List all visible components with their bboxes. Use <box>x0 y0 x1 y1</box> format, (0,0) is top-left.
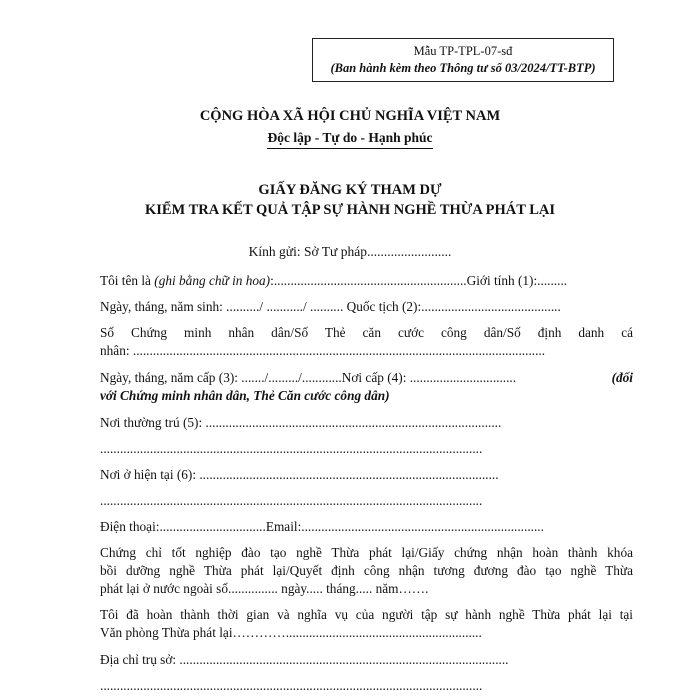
certificate-line3: phát lại ở nước ngoài số............... ngày..... tháng..... năm……. <box>100 581 429 596</box>
office-address-continued: ................................................................................................................... <box>100 678 483 693</box>
current-residence-field: Nơi ở hiện tại (6): .......................................................................................... <box>100 467 499 482</box>
national-title: CỘNG HÒA XÃ HỘI CHỦ NGHĨA VIỆT NAM <box>199 108 501 124</box>
issue-note-start: (đối <box>611 370 633 385</box>
name-rest: :..........................................................Giới tính (1):......... <box>270 273 568 288</box>
certificate-line1: Chứng chỉ tốt nghiệp đào tạo nghề Thừa phát lại/Giấy chứng nhận hoàn thành khóa <box>100 545 633 560</box>
name-label: Tôi tên là <box>100 273 155 288</box>
id-field-line2: nhân: ............................................................................................................................ <box>100 343 546 358</box>
completion-line1: Tôi đã hoàn thành thời gian và nghĩa vụ của người tập sự hành nghề Thừa phát lại tại <box>100 607 633 622</box>
form-issued-note: (Ban hành kèm theo Thông tư số 03/2024/TT-BTP) <box>330 61 596 75</box>
form-code: Mẫu TP-TPL-07-sđ <box>413 44 513 58</box>
greeting: Kính gửi: Sở Tư pháp......................... <box>248 244 452 259</box>
issue-date-place: Ngày, tháng, năm cấp (3): ......./........./............Nơi cấp (4): ................................ <box>100 370 517 385</box>
id-field-line1: Số Chứng minh nhân dân/Số Thẻ căn cước công dân/Số định danh cá <box>100 325 633 340</box>
issue-note-line2: với Chứng minh nhân dân, Thẻ Căn cước công dân) <box>100 388 390 403</box>
document-title-line2: KIỂM TRA KẾT QUẢ TẬP SỰ HÀNH NGHỀ THỪA PHÁT LẠI <box>144 202 556 218</box>
phone-email-field: Điện thoại:................................Email:......................................................................... <box>100 519 544 534</box>
document-title-line1: GIẤY ĐĂNG KÝ THAM DỰ <box>258 182 442 198</box>
completion-line2: Văn phòng Thừa phát lại…………........................................................... <box>100 625 482 640</box>
issue-field-line1 <box>100 370 633 386</box>
motto-text: Độc lập - Tự do - Hạnh phúc <box>267 130 432 149</box>
form-code-box <box>312 38 614 82</box>
birth-nationality-field: Ngày, tháng, năm sinh: ........../ .........../ .......... Quốc tịch (2):.......................................... <box>100 299 561 314</box>
office-address-field: Địa chỉ trụ sở: ................................................................................................... <box>100 652 509 667</box>
permanent-residence-field: Nơi thường trú (5): ......................................................................................... <box>100 415 502 430</box>
name-hint: (ghi bằng chữ in hoa) <box>154 273 271 288</box>
certificate-line2: bồi dưỡng nghề Thừa phát lại/Quyết định công nhận tương đương đào tạo nghề Thừa <box>100 563 633 578</box>
national-motto <box>0 130 700 146</box>
permanent-residence-continued: ................................................................................................................... <box>100 441 483 456</box>
name-field <box>100 273 633 289</box>
current-residence-continued: ................................................................................................................... <box>100 493 483 508</box>
